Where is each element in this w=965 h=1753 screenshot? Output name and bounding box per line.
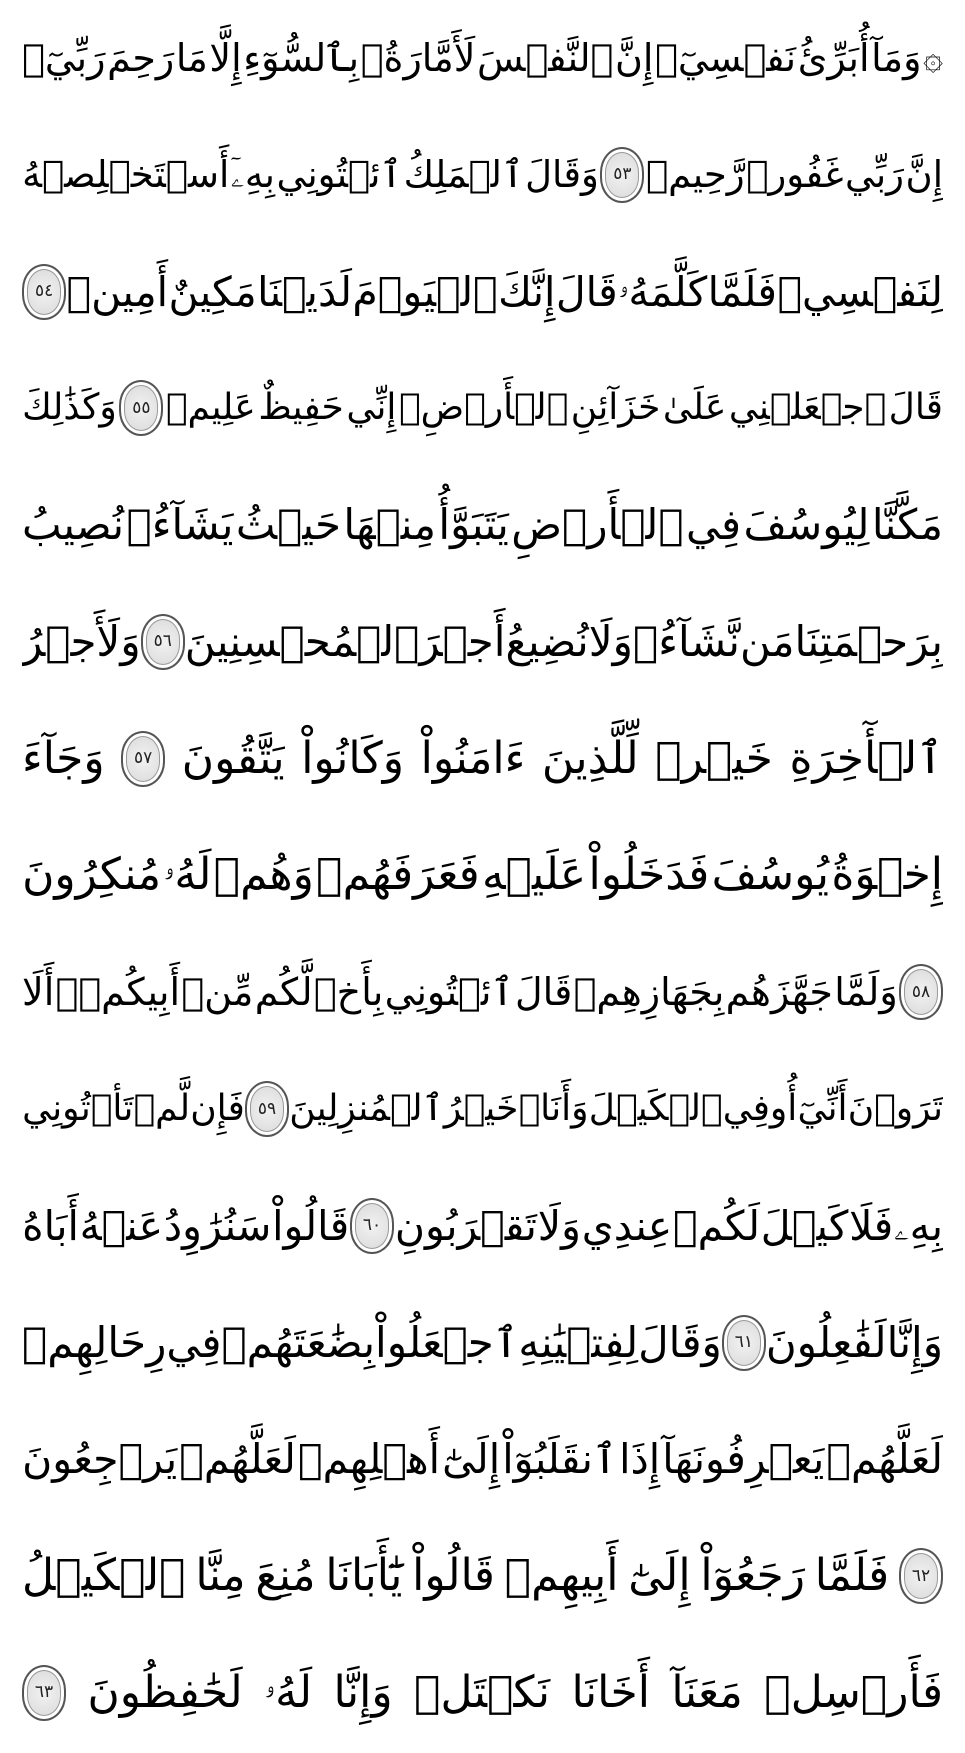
word: فِي (685, 500, 742, 550)
text-line (22, 475, 943, 575)
word: غَفُورٞ (746, 152, 844, 196)
text-line (22, 1409, 943, 1509)
word: فَأَرۡسِلۡ (764, 1666, 943, 1718)
word: يَٰٓأَبَانَا (325, 1550, 403, 1602)
word: بِهِۦ (894, 1201, 943, 1250)
word: رَّحِيمٞ (645, 152, 745, 196)
word: تَأۡتُونِي (22, 1088, 134, 1130)
text-line (22, 709, 943, 809)
word: لَحَٰفِظُونَ (87, 1666, 243, 1718)
word: خَزَآئِنِ (570, 387, 661, 429)
text-line (22, 825, 943, 925)
word: وَأَنَا۠ (518, 1088, 589, 1130)
word: تَرَوۡنَ (847, 1088, 943, 1130)
word: يَشَآءُۚ (126, 500, 234, 550)
word: لَكُمۡ (672, 1201, 760, 1250)
word: ٱجۡعَلُواْ (375, 1317, 519, 1367)
word: وَلَا (588, 616, 633, 666)
word: مِنَّا (195, 1550, 246, 1602)
word: ٱلۡمَلِكُ (403, 152, 524, 196)
word: عِندِي (581, 1201, 673, 1250)
word: ٱلۡكَيۡلَ (588, 1088, 723, 1130)
text-line (22, 942, 943, 1042)
word: ٱلۡكَيۡلُ (22, 1550, 186, 1602)
word: وَقَالَ (525, 152, 599, 196)
word: بِضَٰعَتَهُمۡ (221, 1317, 376, 1367)
word: وَكَذَٰلِكَ (22, 387, 117, 429)
ayah-number-marker: ٥٩ (245, 1081, 289, 1137)
ayah-number-marker: ٥٧ (121, 731, 165, 787)
word: فِي (166, 1317, 222, 1367)
word: مُنِعَ (255, 1550, 316, 1602)
word: لَفَٰعِلُونَ (765, 1317, 887, 1367)
word: فَلَا (849, 1201, 894, 1250)
word: لَدَيۡنَا (257, 267, 352, 316)
word: أُبَرِّئُ (797, 36, 870, 80)
word: ٱلۡيَوۡمَ (352, 267, 498, 316)
word: رِحَالِهِمۡ (22, 1317, 167, 1367)
word: إِلَىٰٓ (442, 1435, 501, 1484)
word: فَلَمَّا (707, 267, 778, 316)
word: أُوفِي (722, 1088, 798, 1130)
word: لَعَلَّهُمۡ (826, 1435, 943, 1484)
word: رَبِّي (845, 152, 905, 196)
word: يَتَبَوَّأُ (438, 500, 509, 550)
word: مَعَنَآ (671, 1666, 743, 1718)
word: كَيۡلَ (760, 1201, 849, 1250)
word: ءَامَنُواْ (420, 732, 526, 784)
word: لَهُۥ (264, 1666, 313, 1718)
word: عَنۡهُ (79, 1201, 164, 1250)
word: وَلَمَّا (834, 970, 898, 1015)
word: فَدَخَلُواْ (588, 849, 710, 901)
word: فَلَمَّا (814, 1550, 890, 1602)
hizb-star-icon: ۞ (923, 38, 943, 78)
word: قَالَ (514, 970, 573, 1015)
word: لَعَلَّهُمۡ (179, 1435, 296, 1484)
word: قَالُواْ (272, 1201, 350, 1250)
word: حَيۡثُ (235, 500, 341, 550)
word: لَهُۥ (163, 849, 212, 901)
word: مُنكِرُونَ (22, 849, 162, 901)
word: لِيُوسُفَ (743, 500, 870, 550)
word: لِّلَّذِينَ (541, 732, 639, 784)
word: أَبِيهِمۡ (504, 1550, 619, 1602)
word: سَنُرَٰوِدُ (163, 1201, 272, 1250)
word: مَا (175, 36, 208, 80)
word: بِرَحۡمَتِنَا (794, 616, 943, 666)
word: وَجَآءَ (22, 732, 105, 784)
word: ٱلۡمُحۡسِنِينَ (184, 616, 420, 666)
word: إِلَىٰٓ (628, 1550, 691, 1602)
word: خَيۡرُ (443, 1088, 519, 1130)
word: لَّمۡ (133, 1088, 191, 1130)
word: ٱئۡتُونِي (276, 152, 403, 196)
word: وَلَأَجۡرُ (22, 616, 141, 666)
word: رَحِمَ (107, 36, 175, 80)
word: أَمِينٞ (66, 267, 169, 316)
word: وَإِنَّا (333, 1666, 393, 1718)
ayah-number-marker: ٥٥ (119, 380, 163, 436)
word: أَبَاهُ (22, 1201, 79, 1250)
text-lines (22, 8, 943, 1743)
word: يُوسُفَ (711, 849, 830, 901)
text-line (22, 358, 943, 458)
word: لِفِتۡيَٰنِهِ (518, 1317, 639, 1367)
word: مَكِينٌ (168, 267, 257, 316)
word: إِلَّا (209, 36, 242, 80)
text-line (22, 125, 943, 225)
text-line (22, 1643, 943, 1743)
word: وَهُمۡ (213, 849, 314, 901)
word: أَهۡلِهِمۡ (298, 1435, 440, 1484)
word: مَكَّنَّا (871, 500, 943, 550)
word: يَرۡجِعُونَ (22, 1435, 178, 1484)
word: إِذَا (619, 1435, 661, 1484)
text-line (22, 1293, 943, 1393)
word: رَبِّيٓۚ (22, 36, 106, 80)
text-line (22, 1526, 943, 1626)
text-line (22, 1176, 943, 1276)
word: بِٱلسُّوٓءِ (243, 36, 360, 80)
word: يَعۡرِفُونَهَآ (662, 1435, 825, 1484)
ayah-number-marker: ٥٨ (899, 964, 943, 1020)
word: وَلَا (537, 1201, 581, 1250)
word: تَقۡرَبُونِ (394, 1201, 537, 1250)
word: حَفِيظٌ (258, 387, 344, 429)
ayah-number-marker: ٦٢ (899, 1548, 943, 1604)
word: بِهِۦٓ (230, 152, 275, 196)
word: مَن (740, 616, 795, 666)
word: نُضِيعُ (505, 616, 589, 666)
word: وَقَالَ (638, 1317, 722, 1367)
word: أَجۡرَ (419, 616, 506, 666)
word: أَسۡتَخۡلِصۡهُ (22, 152, 230, 196)
word: ٱلنَّفۡسَ (477, 36, 614, 80)
word: ٱنقَلَبُوٓاْ (502, 1435, 617, 1484)
word: عَلِيمٞ (165, 387, 256, 429)
word: إِخۡوَةُ (831, 849, 943, 901)
ayah-number-marker: ٦١ (722, 1315, 766, 1371)
word: ٱلۡأَرۡضِۖ (398, 387, 569, 429)
ayah-number-marker: ٥٦ (141, 614, 185, 670)
word: نَّشَآءُۖ (633, 616, 740, 666)
word: قَالَ (888, 387, 943, 429)
word: وَكَانُواْ (301, 732, 404, 784)
word: فَإِن (190, 1088, 245, 1130)
word: مِنۡهَا (343, 500, 436, 550)
word: إِنَّ (614, 36, 654, 80)
word: عَلَىٰ (662, 387, 727, 429)
word: مِّنۡ (181, 970, 254, 1015)
word: إِنِّي (346, 387, 397, 429)
text-line (22, 592, 943, 692)
ayah-number-marker: ٦٣ (22, 1665, 66, 1721)
word: رَجَعُوٓاْ (700, 1550, 805, 1602)
word: أَبِيكُمۡۚ (55, 970, 181, 1015)
word: ٱئۡتُونِي (384, 970, 514, 1015)
text-line (22, 1059, 943, 1159)
word: لِنَفۡسِيۖ (777, 267, 943, 316)
word: كَلَّمَهُۥ (618, 267, 708, 316)
word: أَنِّيٓ (797, 1088, 848, 1130)
word: إِنَّكَ (498, 267, 556, 316)
word: نَكۡتَلۡ (414, 1666, 551, 1718)
ayah-number-marker: ٥٣ (600, 147, 644, 203)
word: خَيۡرٞ (655, 732, 773, 784)
word: ٱلۡأَرۡضِ (511, 500, 684, 550)
word: وَمَآ (871, 36, 922, 80)
word: فَعَرَفَهُمۡ (316, 849, 480, 901)
word: يَتَّقُونَ (181, 732, 285, 784)
word: بِأَخٖ (313, 970, 384, 1015)
word: نَفۡسِيٓۚ (655, 36, 797, 80)
word: ٱجۡعَلۡنِي (728, 387, 887, 429)
word: بِجَهَازِهِمۡ (573, 970, 725, 1015)
word: أَلَا (22, 970, 55, 1015)
word: قَالَ (555, 267, 618, 316)
word: ٱلۡمُنزِلِينَ (289, 1088, 444, 1130)
ayah-number-marker: ٥٤ (22, 264, 66, 320)
word: عَلَيۡهِ (482, 849, 587, 901)
text-line (22, 8, 943, 108)
ayah-number-marker: ٦٠ (350, 1198, 394, 1254)
word: لَّكُم (254, 970, 313, 1015)
word: قَالُواْ (412, 1550, 495, 1602)
word: وَإِنَّا (886, 1317, 943, 1367)
text-line (22, 242, 943, 342)
word: جَهَّزَهُم (725, 970, 833, 1015)
word: أَخَانَا (571, 1666, 650, 1718)
word: إِنَّ (905, 152, 943, 196)
word: ٱلۡأٓخِرَةِ (789, 732, 943, 784)
word: لَأَمَّارَةُۢ (360, 36, 476, 80)
word: نُصِيبُ (22, 500, 125, 550)
